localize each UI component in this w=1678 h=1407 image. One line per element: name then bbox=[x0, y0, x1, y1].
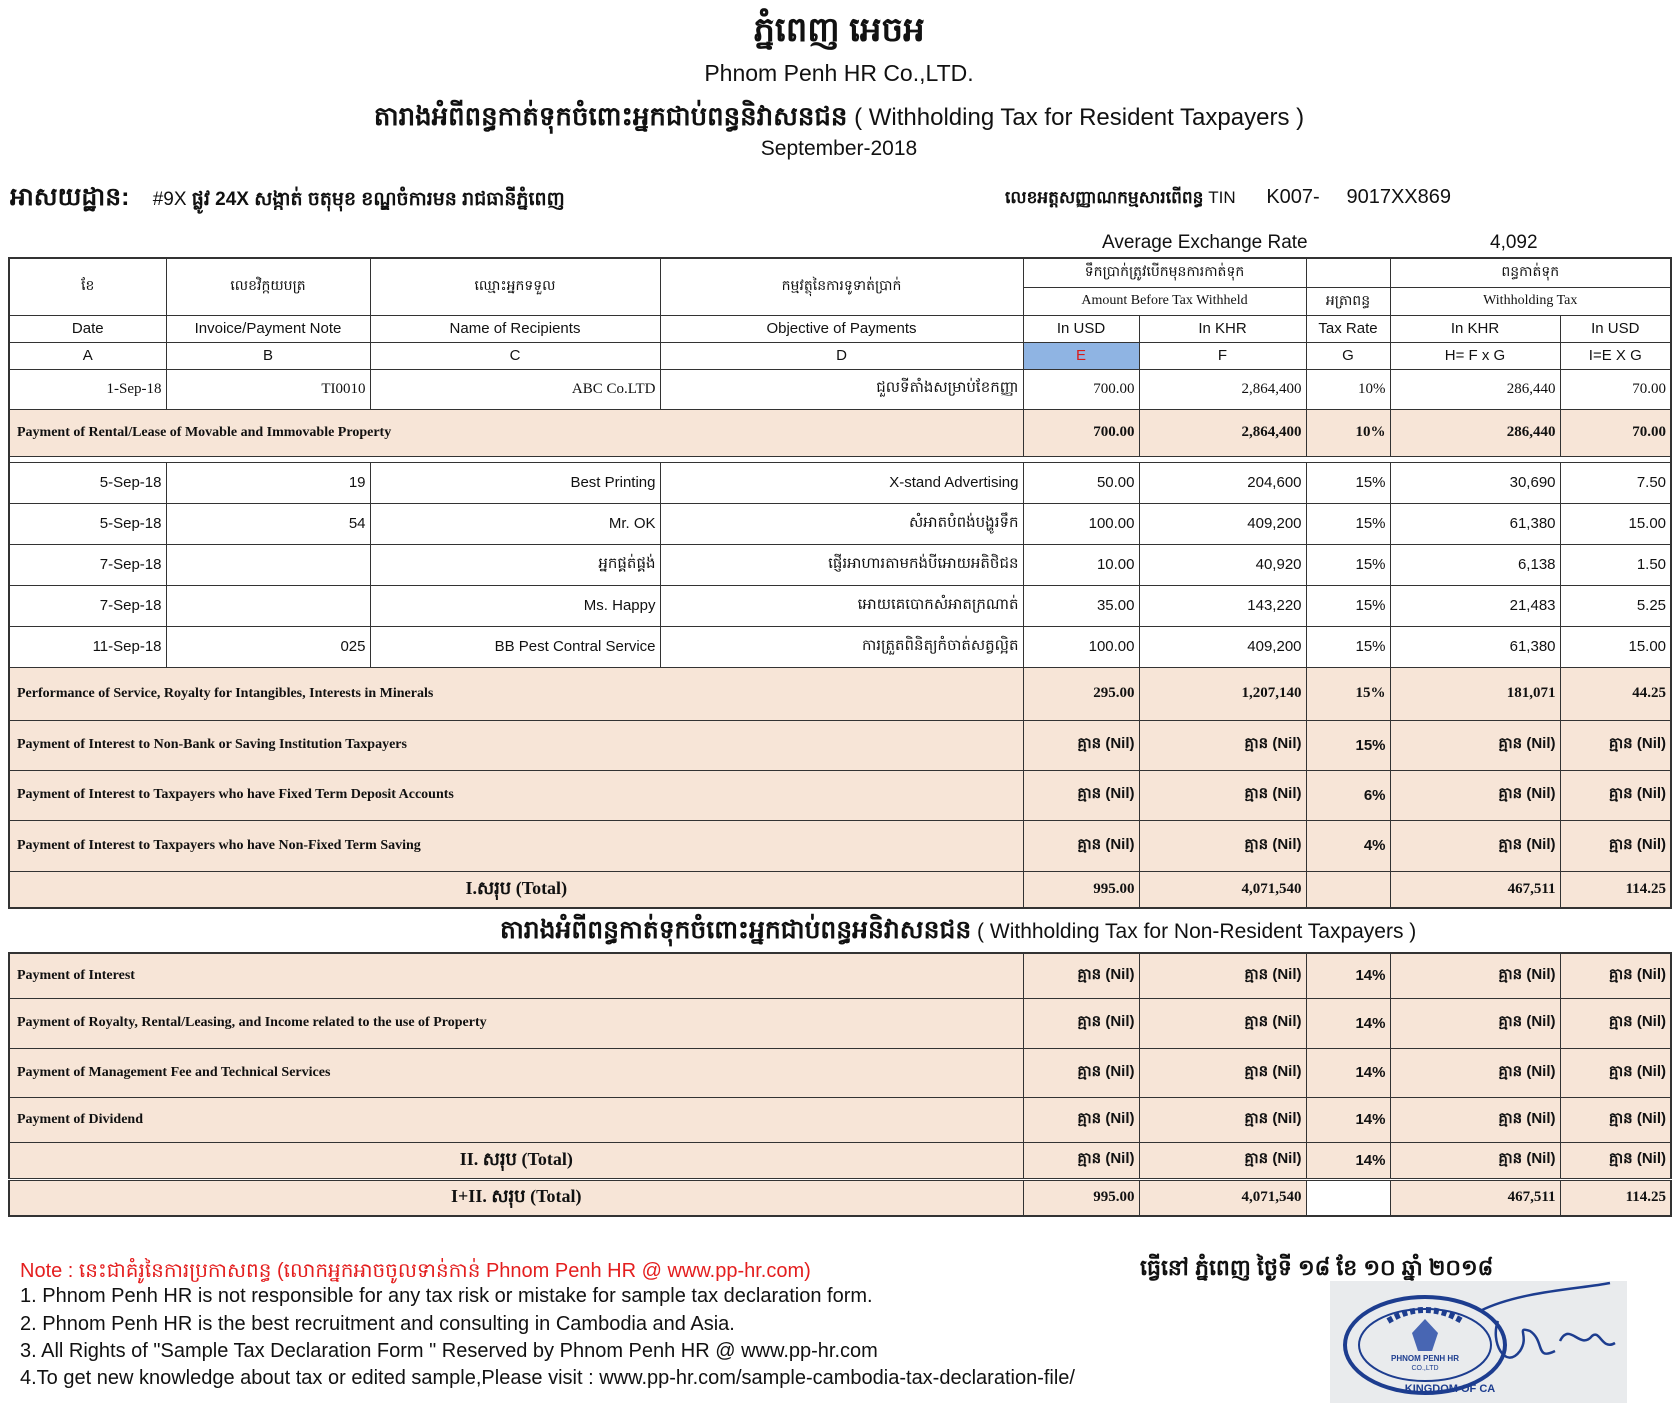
category-khr: គ្មាន (Nil) bbox=[1139, 1048, 1306, 1097]
category-khr: គ្មាន (Nil) bbox=[1139, 770, 1306, 820]
period: September-2018 bbox=[760, 137, 918, 160]
tin-label-short: TIN bbox=[1208, 188, 1236, 207]
col-letter-b: B bbox=[166, 342, 370, 369]
subtotal-tax-khr: 181,071 bbox=[1390, 667, 1560, 720]
nonresident-title-khmer: តារាងអំពីពន្ធកាត់ទុកចំពោះអ្នកជាប់ពន្ធអនិវាសនជន bbox=[500, 916, 972, 944]
table-row bbox=[9, 462, 1671, 503]
col-letter-e: E bbox=[1023, 342, 1139, 369]
col-kh-invoice: លេខវិក្កយបត្រ bbox=[166, 258, 370, 315]
total-label: II. សរុប (Total) bbox=[9, 1142, 1023, 1179]
category-row bbox=[9, 720, 1671, 770]
cell-date: 5-Sep-18 bbox=[9, 462, 166, 503]
cell-rate: 15% bbox=[1306, 503, 1390, 544]
total-tax-usd: 114.25 bbox=[1560, 871, 1671, 908]
cell-rate: 15% bbox=[1306, 585, 1390, 626]
total-label: I.សរុប (Total) bbox=[9, 871, 1023, 908]
cell-tax-usd: 15.00 bbox=[1560, 626, 1671, 667]
category-tax-usd: គ្មាន (Nil) bbox=[1560, 720, 1671, 770]
col-kh-rate-blank bbox=[1306, 258, 1390, 287]
subtotal-usd: 295.00 bbox=[1023, 667, 1139, 720]
category-label: Payment of Royalty, Rental/Leasing, and Income related to the use of Property bbox=[9, 998, 1023, 1048]
cell-name: អ្នកផ្គត់ផ្គង់ bbox=[370, 544, 660, 585]
cell-khr: 409,200 bbox=[1139, 503, 1306, 544]
company-name-english: Phnom Penh HR Co.,LTD. bbox=[704, 60, 974, 86]
total-tax-khr: 467,511 bbox=[1390, 871, 1560, 908]
subtotal-tax-usd: 70.00 bbox=[1560, 409, 1671, 456]
note-item: 2. Phnom Penh HR is the best recruitment and consulting in Cambodia and Asia. bbox=[20, 1313, 735, 1335]
nonresident-tax-table bbox=[8, 952, 1672, 1217]
category-row bbox=[9, 1048, 1671, 1097]
company-name-khmer: ភ្នំពេញ អេចអ bbox=[753, 11, 925, 49]
grand-total-usd: 995.00 bbox=[1023, 1179, 1139, 1216]
table-row bbox=[9, 626, 1671, 667]
col-letter-row bbox=[9, 342, 1671, 369]
category-row bbox=[9, 1097, 1671, 1142]
grand-total-label: I+II. សរុប (Total) bbox=[9, 1179, 1023, 1216]
cell-date: 5-Sep-18 bbox=[9, 503, 166, 544]
nonresident-title bbox=[500, 915, 1416, 951]
category-tax-khr: គ្មាន (Nil) bbox=[1390, 720, 1560, 770]
category-rate: 14% bbox=[1306, 1048, 1390, 1097]
cell-tax-usd: 15.00 bbox=[1560, 503, 1671, 544]
grand-total-khr: 4,071,540 bbox=[1139, 1179, 1306, 1216]
cell-tax-usd: 1.50 bbox=[1560, 544, 1671, 585]
cell-date: 11-Sep-18 bbox=[9, 626, 166, 667]
cell-date: 7-Sep-18 bbox=[9, 544, 166, 585]
cell-rate: 15% bbox=[1306, 544, 1390, 585]
cell-tax-khr: 21,483 bbox=[1390, 585, 1560, 626]
cell-date: 1-Sep-18 bbox=[9, 369, 166, 409]
col-kh-recipient: ឈ្មោះអ្នកទទួល bbox=[370, 258, 660, 315]
total-khr: 4,071,540 bbox=[1139, 871, 1306, 908]
col-en-amount: Amount Before Tax Withheld bbox=[1023, 287, 1306, 315]
total-tax-khr: គ្មាន (Nil) bbox=[1390, 1142, 1560, 1179]
cell-invoice: 19 bbox=[166, 462, 370, 503]
col-letter-a: A bbox=[9, 342, 166, 369]
category-tax-usd: គ្មាន (Nil) bbox=[1560, 953, 1671, 998]
seal-text-mid: CO.,LTD bbox=[1411, 1365, 1439, 1372]
cell-objective: ការត្រួតពិនិត្យកំចាត់សត្វល្អិត bbox=[660, 626, 1023, 667]
category-label: Payment of Interest to Non-Bank or Saving Institution Taxpayers bbox=[9, 720, 1023, 770]
cell-rate: 10% bbox=[1306, 369, 1390, 409]
category-row bbox=[9, 998, 1671, 1048]
category-tax-usd: គ្មាន (Nil) bbox=[1560, 820, 1671, 871]
category-khr: គ្មាន (Nil) bbox=[1139, 953, 1306, 998]
subtotal-usd: 700.00 bbox=[1023, 409, 1139, 456]
category-label: Payment of Interest bbox=[9, 953, 1023, 998]
seal-icon bbox=[1330, 1281, 1627, 1403]
note-item: 4.To get new knowledge about tax or edited sample,Please visit : www.pp-hr.com/sample-cambodia-tax-declaration-file/ bbox=[20, 1367, 1075, 1389]
cell-usd: 35.00 bbox=[1023, 585, 1139, 626]
category-tax-khr: គ្មាន (Nil) bbox=[1390, 820, 1560, 871]
cell-usd: 50.00 bbox=[1023, 462, 1139, 503]
tin-prefix: K007- bbox=[1266, 186, 1320, 208]
cell-khr: 409,200 bbox=[1139, 626, 1306, 667]
col-en-row bbox=[9, 315, 1671, 342]
category-usd: គ្មាន (Nil) bbox=[1023, 770, 1139, 820]
resident-title-khmer: តារាងអំពីពន្ធកាត់ទុកចំពោះអ្នកជាប់ពន្ធនិវាសនជន bbox=[373, 101, 848, 131]
category-tax-khr: គ្មាន (Nil) bbox=[1390, 770, 1560, 820]
tin bbox=[1005, 186, 1451, 212]
cell-tax-khr: 30,690 bbox=[1390, 462, 1560, 503]
seal-text-top: PHNOM PENH HR bbox=[1390, 1354, 1460, 1363]
cell-rate: 15% bbox=[1306, 626, 1390, 667]
tin-label-khmer: លេខអត្តសញ្ញាណកម្មសារពើពន្ធ bbox=[1005, 188, 1204, 207]
category-tax-usd: គ្មាន (Nil) bbox=[1560, 770, 1671, 820]
category-usd: គ្មាន (Nil) bbox=[1023, 1097, 1139, 1142]
grand-total-tax-usd: 114.25 bbox=[1560, 1179, 1671, 1216]
table-row bbox=[9, 503, 1671, 544]
cell-name: BB Pest Contral Service bbox=[370, 626, 660, 667]
category-rate: 6% bbox=[1306, 770, 1390, 820]
category-label: Payment of Interest to Taxpayers who have Non-Fixed Term Saving bbox=[9, 820, 1023, 871]
col-letter-f: F bbox=[1139, 342, 1306, 369]
col-en-tax-usd: In USD bbox=[1560, 315, 1671, 342]
cell-usd: 100.00 bbox=[1023, 626, 1139, 667]
subtotal-row bbox=[9, 667, 1671, 720]
col-en-usd: In USD bbox=[1023, 315, 1139, 342]
col-kh-amount: ទឹកប្រាក់ត្រូវបើកមុនការកាត់ទុក bbox=[1023, 258, 1306, 287]
grand-total-tax-khr: 467,511 bbox=[1390, 1179, 1560, 1216]
category-khr: គ្មាន (Nil) bbox=[1139, 998, 1306, 1048]
col-letter-d: D bbox=[660, 342, 1023, 369]
col-en-objective: Objective of Payments bbox=[660, 315, 1023, 342]
cell-tax-usd: 5.25 bbox=[1560, 585, 1671, 626]
cell-tax-usd: 70.00 bbox=[1560, 369, 1671, 409]
category-tax-khr: គ្មាន (Nil) bbox=[1390, 998, 1560, 1048]
total-tax-usd: គ្មាន (Nil) bbox=[1560, 1142, 1671, 1179]
category-tax-khr: គ្មាន (Nil) bbox=[1390, 1048, 1560, 1097]
col-letter-h: H= F x G bbox=[1390, 342, 1560, 369]
cell-usd: 10.00 bbox=[1023, 544, 1139, 585]
cell-name: Ms. Happy bbox=[370, 585, 660, 626]
total-rate bbox=[1306, 871, 1390, 908]
signed-place-date: ធ្វើនៅ ភ្នំពេញ ថ្ងៃទី ១៨ ខែ ១០ ឆ្នាំ ២០១៨ bbox=[1140, 1255, 1494, 1280]
category-tax-usd: គ្មាន (Nil) bbox=[1560, 1097, 1671, 1142]
cell-objective: ផ្ញើរអាហារតាមកង់បីអោយអតិថិជន bbox=[660, 544, 1023, 585]
subtotal-rate: 10% bbox=[1306, 409, 1390, 456]
company-seal-and-signature bbox=[1330, 1281, 1627, 1403]
address-label: អាសយដ្ឋាន: bbox=[10, 183, 130, 211]
col-letter-c: C bbox=[370, 342, 660, 369]
total-rate: 14% bbox=[1306, 1142, 1390, 1179]
subtotal-tax-khr: 286,440 bbox=[1390, 409, 1560, 456]
nonresident-title-english: ( Withholding Tax for Non-Resident Taxpayers ) bbox=[977, 920, 1417, 943]
category-tax-khr: គ្មាន (Nil) bbox=[1390, 1097, 1560, 1142]
cell-khr: 2,864,400 bbox=[1139, 369, 1306, 409]
table-row bbox=[9, 369, 1671, 409]
col-en-invoice: Invoice/Payment Note bbox=[166, 315, 370, 342]
total-usd: 995.00 bbox=[1023, 871, 1139, 908]
cell-invoice: 54 bbox=[166, 503, 370, 544]
cell-rate: 15% bbox=[1306, 462, 1390, 503]
category-usd: គ្មាន (Nil) bbox=[1023, 720, 1139, 770]
cell-khr: 40,920 bbox=[1139, 544, 1306, 585]
cell-name: ABC Co.LTD bbox=[370, 369, 660, 409]
cell-name: Mr. OK bbox=[370, 503, 660, 544]
cell-objective: អោយគេបោកសំអាតក្រណាត់ bbox=[660, 585, 1023, 626]
category-label: Payment of Interest to Taxpayers who have Fixed Term Deposit Accounts bbox=[9, 770, 1023, 820]
resident-tax-table bbox=[8, 257, 1672, 909]
category-rate: 15% bbox=[1306, 720, 1390, 770]
subtotal-row bbox=[9, 409, 1671, 456]
cell-tax-khr: 286,440 bbox=[1390, 369, 1560, 409]
col-kh-rate: អត្រាពន្ធ bbox=[1306, 287, 1390, 315]
table-row bbox=[9, 585, 1671, 626]
exchange-rate-value: 4,092 bbox=[1490, 232, 1538, 253]
category-usd: គ្មាន (Nil) bbox=[1023, 998, 1139, 1048]
category-tax-usd: គ្មាន (Nil) bbox=[1560, 998, 1671, 1048]
col-letter-g: G bbox=[1306, 342, 1390, 369]
address-rest: សង្កាត់ ចតុមុខ ខណ្ឌចំការមន រាជធានីភ្នំពេញ bbox=[254, 189, 565, 210]
category-tax-usd: គ្មាន (Nil) bbox=[1560, 1048, 1671, 1097]
col-en-date: Date bbox=[9, 315, 166, 342]
category-row bbox=[9, 953, 1671, 998]
category-khr: គ្មាន (Nil) bbox=[1139, 1097, 1306, 1142]
category-khr: គ្មាន (Nil) bbox=[1139, 720, 1306, 770]
col-kh-withheld: ពន្ធកាត់ទុក bbox=[1390, 258, 1671, 287]
cell-invoice bbox=[166, 585, 370, 626]
tin-number: 9017XX869 bbox=[1346, 186, 1451, 208]
col-en-khr: In KHR bbox=[1139, 315, 1306, 342]
subtotal-label: Performance of Service, Royalty for Intangibles, Interests in Minerals bbox=[9, 667, 1023, 720]
address-number: #9X bbox=[152, 189, 187, 210]
cell-objective: X-stand Advertising bbox=[660, 462, 1023, 503]
category-khr: គ្មាន (Nil) bbox=[1139, 820, 1306, 871]
cell-date: 7-Sep-18 bbox=[9, 585, 166, 626]
table-row bbox=[9, 544, 1671, 585]
cell-invoice bbox=[166, 544, 370, 585]
exchange-rate-label: Average Exchange Rate bbox=[1102, 232, 1308, 253]
cell-tax-usd: 7.50 bbox=[1560, 462, 1671, 503]
category-row bbox=[9, 820, 1671, 871]
cell-usd: 100.00 bbox=[1023, 503, 1139, 544]
address bbox=[10, 182, 565, 218]
cell-khr: 143,220 bbox=[1139, 585, 1306, 626]
category-rate: 14% bbox=[1306, 998, 1390, 1048]
subtotal-khr: 1,207,140 bbox=[1139, 667, 1306, 720]
category-row bbox=[9, 770, 1671, 820]
col-kh-objective: កម្មវត្ថុនៃការទូទាត់ប្រាក់ bbox=[660, 258, 1023, 315]
address-street: ផ្លូវ 24X bbox=[191, 189, 249, 210]
total-row bbox=[9, 871, 1671, 908]
category-tax-khr: គ្មាន (Nil) bbox=[1390, 953, 1560, 998]
category-label: Payment of Management Fee and Technical Services bbox=[9, 1048, 1023, 1097]
category-rate: 14% bbox=[1306, 1097, 1390, 1142]
note-item: 1. Phnom Penh HR is not responsible for any tax risk or mistake for sample tax declaration form. bbox=[20, 1285, 873, 1307]
category-rate: 4% bbox=[1306, 820, 1390, 871]
total-row bbox=[9, 1142, 1671, 1179]
cell-objective: សំអាតបំពង់បង្ហូរទឹក bbox=[660, 503, 1023, 544]
grand-total-rate bbox=[1306, 1179, 1390, 1216]
resident-title bbox=[0, 100, 1678, 138]
col-en-withheld: Withholding Tax bbox=[1390, 287, 1671, 315]
note-item: 3. All Rights of "Sample Tax Declaration Form " Reserved by Phnom Penh HR @ www.pp-hr.com bbox=[20, 1340, 878, 1362]
total-usd: គ្មាន (Nil) bbox=[1023, 1142, 1139, 1179]
grand-total-row bbox=[9, 1179, 1671, 1216]
col-en-name: Name of Recipients bbox=[370, 315, 660, 342]
category-usd: គ្មាន (Nil) bbox=[1023, 1048, 1139, 1097]
cell-khr: 204,600 bbox=[1139, 462, 1306, 503]
col-en-tax-khr: In KHR bbox=[1390, 315, 1560, 342]
category-label: Payment of Dividend bbox=[9, 1097, 1023, 1142]
subtotal-khr: 2,864,400 bbox=[1139, 409, 1306, 456]
cell-invoice: 025 bbox=[166, 626, 370, 667]
cell-tax-khr: 6,138 bbox=[1390, 544, 1560, 585]
cell-tax-khr: 61,380 bbox=[1390, 626, 1560, 667]
resident-title-english: ( Withholding Tax for Resident Taxpayers ) bbox=[854, 104, 1305, 131]
cell-invoice: TI0010 bbox=[166, 369, 370, 409]
category-usd: គ្មាន (Nil) bbox=[1023, 820, 1139, 871]
col-kh-month: ខែ bbox=[9, 258, 166, 315]
subtotal-rate: 15% bbox=[1306, 667, 1390, 720]
cell-usd: 700.00 bbox=[1023, 369, 1139, 409]
cell-name: Best Printing bbox=[370, 462, 660, 503]
subtotal-label: Payment of Rental/Lease of Movable and Immovable Property bbox=[9, 409, 1023, 456]
total-khr: គ្មាន (Nil) bbox=[1139, 1142, 1306, 1179]
category-usd: គ្មាន (Nil) bbox=[1023, 953, 1139, 998]
cell-objective: ជួលទីតាំងសម្រាប់ខែកញ្ញា bbox=[660, 369, 1023, 409]
col-en-rate: Tax Rate bbox=[1306, 315, 1390, 342]
cell-tax-khr: 61,380 bbox=[1390, 503, 1560, 544]
seal-text-bottom: KINGDOM OF CA bbox=[1404, 1383, 1496, 1395]
col-letter-i: I=E X G bbox=[1560, 342, 1671, 369]
note-heading: Note : នេះជាគំរូនៃការប្រកាសពន្ធ (លោកអ្នកអាចចូលទាន់កាន់ Phnom Penh HR @ www.pp-hr.com) bbox=[20, 1260, 811, 1282]
subtotal-tax-usd: 44.25 bbox=[1560, 667, 1671, 720]
category-rate: 14% bbox=[1306, 953, 1390, 998]
